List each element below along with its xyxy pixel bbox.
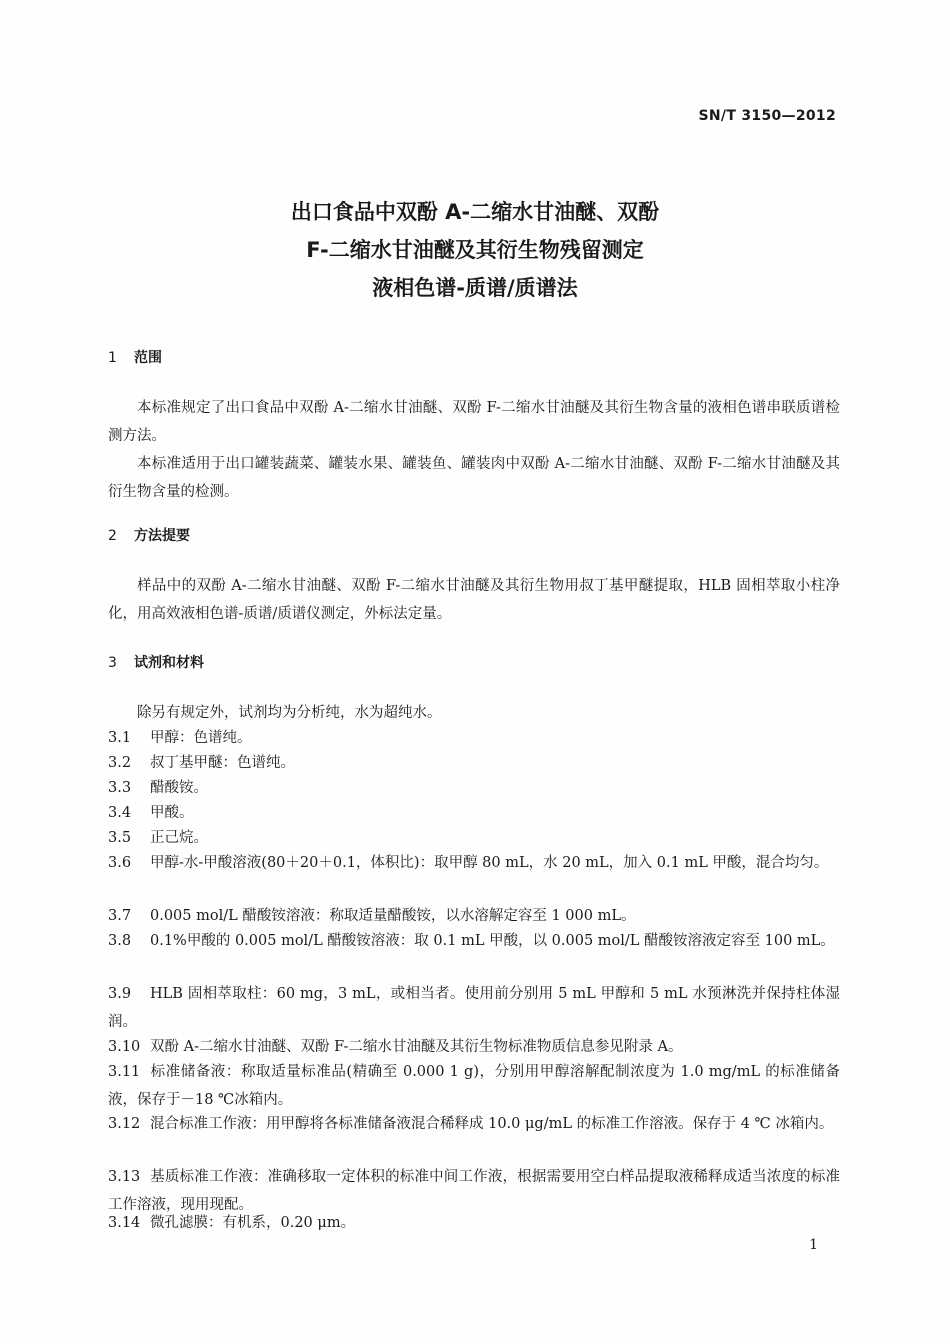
section-3-intro: 除另有规定外，试剂均为分析纯，水为超纯水。 xyxy=(137,705,442,721)
item-number: 3.6 xyxy=(108,855,132,871)
item-number: 3.5 xyxy=(108,830,132,846)
list-item xyxy=(108,1033,840,1061)
list-item xyxy=(108,902,840,930)
item-text: 醋酸铵。 xyxy=(150,780,208,796)
item-number: 3.2 xyxy=(108,755,132,771)
item-text: 叔丁基甲醚：色谱纯。 xyxy=(150,755,295,771)
list-item xyxy=(108,1110,840,1138)
item-number: 3.4 xyxy=(108,805,132,821)
item-text: 双酚 A-二缩水甘油醚、双酚 F-二缩水甘油醚及其衍生物标准物质信息参见附录 A。 xyxy=(150,1039,683,1055)
section-2-heading xyxy=(108,525,190,545)
item-number: 3.12 xyxy=(108,1116,141,1132)
section-1-heading xyxy=(108,347,162,367)
item-number: 3.13 xyxy=(108,1169,141,1185)
item-number: 3.11 xyxy=(108,1064,141,1080)
list-item xyxy=(108,749,840,777)
list-item xyxy=(108,824,840,852)
item-number: 3.14 xyxy=(108,1215,141,1231)
section-1-paragraph-1: 本标准规定了出口食品中双酚 A-二缩水甘油醚、双酚 F-二缩水甘油醚及其衍生物含量的液相色谱串联质谱检测方法。 xyxy=(108,400,840,444)
section-2-paragraph-1: 样品中的双酚 A-二缩水甘油醚、双酚 F-二缩水甘油醚及其衍生物用叔丁基甲醚提取，HLB 固相萃取小柱净化，用高效液相色谱-质谱/质谱仪测定，外标法定量。 xyxy=(108,578,840,622)
page-number: 1 xyxy=(809,1237,818,1253)
title-line-2: F-二缩水甘油醚及其衍生物残留测定 xyxy=(306,238,644,262)
item-text: 甲醇-水-甲酸溶液(80＋20＋0.1，体积比)：取甲醇 80 mL，水 20 mL，加入 0.1 mL 甲酸，混合均匀。 xyxy=(150,855,829,871)
item-number: 3.7 xyxy=(108,908,132,924)
list-item xyxy=(108,980,840,1036)
list-item xyxy=(108,724,840,752)
title-line-1: 出口食品中双酚 A-二缩水甘油醚、双酚 xyxy=(290,200,660,224)
list-item xyxy=(108,799,840,827)
document-title xyxy=(0,193,950,307)
section-number: 3 xyxy=(108,655,117,671)
item-text: 基质标准工作液：准确移取一定体积的标准中间工作液，根据需要用空白样品提取液稀释成适当浓度的标准工作溶液，现用现配。 xyxy=(108,1169,840,1213)
list-item xyxy=(108,774,840,802)
item-number: 3.9 xyxy=(108,986,132,1002)
section-1-paragraph-2: 本标准适用于出口罐装蔬菜、罐装水果、罐装鱼、罐装肉中双酚 A-二缩水甘油醚、双酚 F-二缩水甘油醚及其衍生物含量的检测。 xyxy=(108,456,840,500)
section-title: 方法提要 xyxy=(134,528,190,544)
section-3-heading xyxy=(108,652,204,672)
section-number: 1 xyxy=(108,350,117,366)
list-item xyxy=(108,849,840,877)
item-text: 混合标准工作液：用甲醇将各标准储备液混合稀释成 10.0 μg/mL 的标准工作溶液。保存于 4 ℃ 冰箱内。 xyxy=(150,1116,834,1132)
section-title: 试剂和材料 xyxy=(134,655,204,671)
item-number: 3.1 xyxy=(108,730,132,746)
item-number: 3.3 xyxy=(108,780,132,796)
list-item xyxy=(108,1058,840,1114)
item-text: 甲醇：色谱纯。 xyxy=(150,730,252,746)
section-title: 范围 xyxy=(134,350,162,366)
item-text: 微孔滤膜：有机系，0.20 μm。 xyxy=(150,1215,356,1231)
title-line-3: 液相色谱-质谱/质谱法 xyxy=(372,276,578,300)
item-text: HLB 固相萃取柱：60 mg，3 mL，或相当者。使用前分别用 5 mL 甲醇和 5 mL 水预淋洗并保持柱体湿润。 xyxy=(108,986,840,1030)
item-number: 3.8 xyxy=(108,933,132,949)
standard-code: SN/T 3150—2012 xyxy=(698,108,836,124)
list-item xyxy=(108,927,840,955)
item-text: 标准储备液：称取适量标准品(精确至 0.000 1 g)，分别用甲醇溶解配制浓度为 1.0 mg/mL 的标准储备液，保存于－18 ℃冰箱内。 xyxy=(108,1064,840,1108)
item-text: 0.005 mol/L 醋酸铵溶液：称取适量醋酸铵，以水溶解定容至 1 000 mL。 xyxy=(150,908,636,924)
item-number: 3.10 xyxy=(108,1039,141,1055)
item-text: 甲酸。 xyxy=(150,805,194,821)
item-text: 0.1%甲酸的 0.005 mol/L 醋酸铵溶液：取 0.1 mL 甲酸，以 0.005 mol/L 醋酸铵溶液定容至 100 mL。 xyxy=(150,933,835,949)
item-text: 正己烷。 xyxy=(150,830,208,846)
list-item xyxy=(108,1209,840,1237)
section-number: 2 xyxy=(108,528,117,544)
